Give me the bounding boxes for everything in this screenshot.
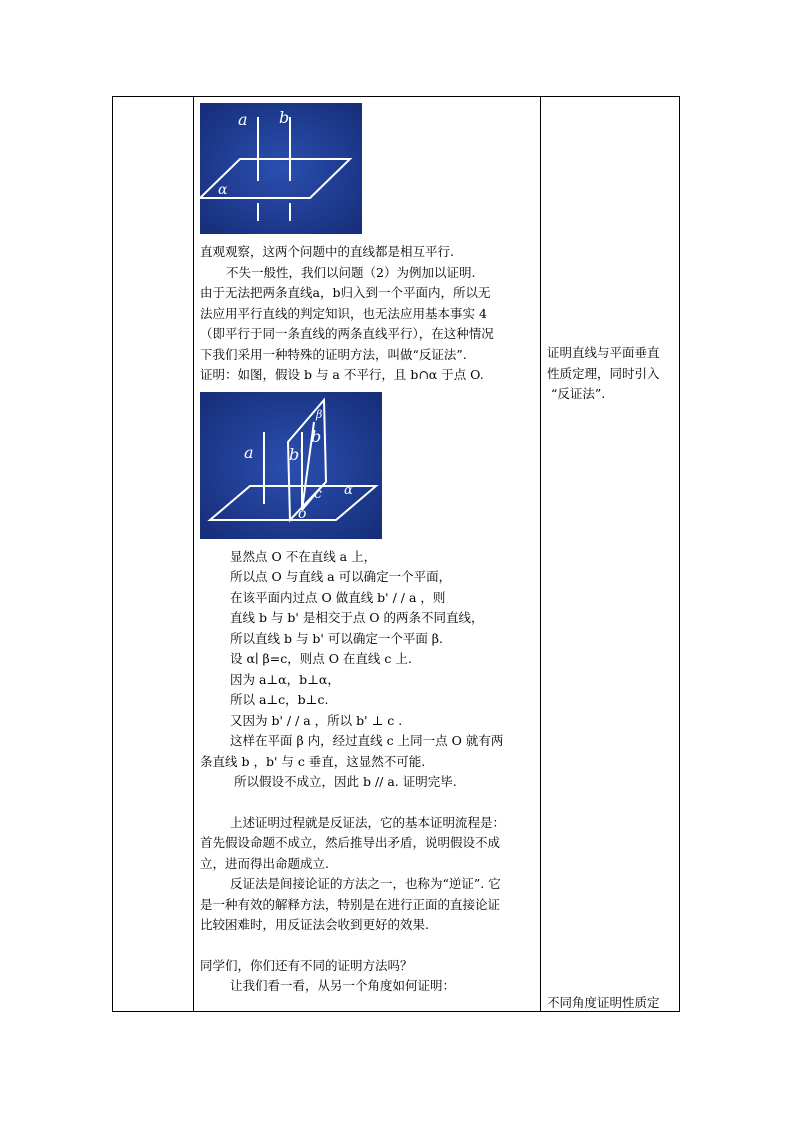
- text-line: 又因为 b' / / a ，所以 b' ⊥ c .: [230, 712, 403, 728]
- text-line: （即平行于同一条直线的两条直线平行），在这种情况: [200, 326, 494, 341]
- label-c: c: [314, 485, 322, 502]
- text-line: 所以假设不成立，因此 b // a. 证明完毕.: [234, 774, 457, 789]
- label-a: a: [238, 110, 248, 129]
- figure-parallel-lines: [200, 103, 362, 234]
- text-line: 不失一般性，我们以问题（2）为例加以证明.: [226, 264, 476, 280]
- text-line: 首先假设命题不成立，然后推导出矛盾，说明假设不成: [200, 835, 501, 850]
- text-line: 设 α∣ β=c，则点 O 在直线 c 上.: [230, 651, 412, 666]
- text-line: 立，进而得出命题成立.: [200, 855, 329, 871]
- lesson-table: [112, 96, 680, 1012]
- label-beta: β: [316, 407, 323, 421]
- text-line: 条直线 b ，b' 与 c 垂直，这显然不可能.: [200, 753, 426, 769]
- text-line: 法应用平行直线的判定知识，也无法应用基本事实 4: [200, 305, 487, 321]
- text-line: 比较困难时，用反证法会收到更好的效果.: [200, 917, 429, 932]
- text-line: 因为 a⊥α，b⊥α，: [230, 671, 340, 687]
- column-divider: [540, 97, 541, 1011]
- note-line: 证明直线与平面垂直: [547, 345, 660, 360]
- note-proof-method: [547, 343, 677, 405]
- text-line: 所以直线 b 与 b' 可以确定一个平面 β.: [230, 630, 444, 646]
- text-line: 是一种有效的解释方法，特别是在进行正面的直接论证: [200, 896, 501, 912]
- column-divider: [193, 97, 194, 1011]
- label-b-prime: b': [289, 444, 304, 464]
- text-line: 直观观察，这两个问题中的直线都是相互平行.: [200, 244, 454, 259]
- label-b: b: [311, 426, 322, 446]
- label-b: b: [279, 108, 290, 127]
- text-line: 这样在平面 β 内，经过直线 c 上同一点 O 就有两: [230, 733, 504, 748]
- label-alpha: α: [218, 182, 228, 198]
- note-line: “反证法”.: [551, 386, 606, 401]
- main-column: [200, 103, 540, 997]
- text-line: 让我们看一看，从另一个角度如何证明：: [230, 978, 456, 993]
- text-line: 直线 b 与 b' 是相交于点 O 的两条不同直线，: [230, 610, 484, 625]
- text-line: 在该平面内过点 O 做直线 b' / / a ，则: [230, 589, 446, 605]
- text-line: 上述证明过程就是反证法，它的基本证明流程是：: [230, 814, 506, 830]
- text-line: 所以点 O 与直线 a 可以确定一个平面，: [230, 569, 452, 584]
- text-line: 显然点 O 不在直线 a 上，: [230, 548, 377, 564]
- label-a: a: [244, 442, 254, 462]
- note-different-angle: [547, 993, 677, 1014]
- text-line: 由于无法把两条直线a，b归入到一个平面内，所以无: [200, 285, 491, 300]
- text-line: 下我们采用一种特殊的证明方法，叫做“反证法”.: [200, 346, 467, 362]
- label-o: o: [298, 505, 307, 522]
- text-line: 同学们，你们还有不同的证明方法吗？: [200, 957, 413, 973]
- label-alpha: α: [344, 482, 353, 498]
- figure-proof-diagram: [200, 392, 382, 539]
- text-line: 反证法是间接论证的方法之一，也称为“逆证”. 它: [230, 876, 501, 891]
- text-line: 证明：如图，假设 b 与 a 不平行，且 b∩α 于点 O.: [200, 367, 484, 382]
- note-line: 性质定理，同时引入: [547, 365, 660, 381]
- note-line: 不同角度证明性质定: [547, 995, 660, 1010]
- text-line: 所以 a⊥c，b⊥c.: [230, 692, 329, 707]
